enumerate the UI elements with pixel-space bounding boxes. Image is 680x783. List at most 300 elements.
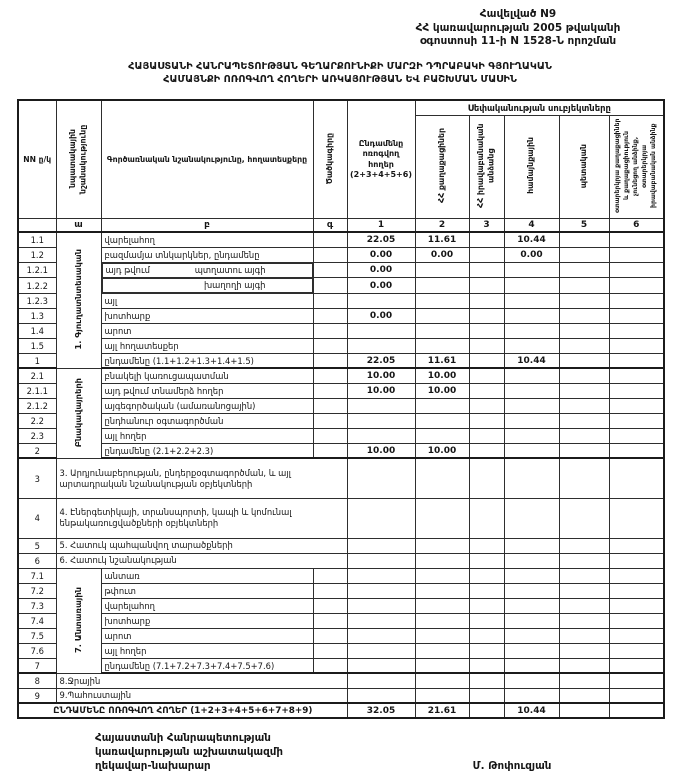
appendix-line2: ՀՀ կառավարության 2005 թվականի: [415, 21, 621, 34]
value-cell: [415, 398, 469, 413]
row-number: 1.2.2: [18, 278, 56, 294]
value-cell: [504, 553, 559, 568]
value-cell: [347, 598, 415, 613]
value-cell: [504, 323, 559, 338]
row-number: 9: [18, 688, 56, 703]
table-row: [18, 658, 664, 673]
value-cell: [559, 673, 609, 688]
table-row: [18, 553, 664, 568]
value-cell: [609, 443, 664, 458]
value-cell: [415, 583, 469, 598]
value-cell: [469, 673, 504, 688]
code-header-text: Ծածկագիրը: [324, 132, 334, 185]
table-row: [18, 458, 664, 498]
row-number: 8: [18, 673, 56, 688]
code-cell: [313, 262, 347, 278]
value-cell: [469, 568, 504, 583]
value-cell: [469, 443, 504, 458]
land-type-label: խոտհարք: [101, 613, 313, 628]
table-body: [18, 232, 664, 703]
land-type-label: վարելահող: [101, 232, 313, 247]
value-cell: [415, 538, 469, 553]
value-cell: [415, 428, 469, 443]
value-cell: [469, 338, 504, 353]
land-type-label: այլ: [101, 293, 313, 308]
value-cell: [559, 538, 609, 553]
land-type-label: այլ հողեր: [101, 643, 313, 658]
org-line1: Հայաստանի Հանրապետության: [95, 732, 271, 745]
value-cell: [559, 247, 609, 262]
value-cell: [347, 338, 415, 353]
value-cell: [347, 538, 415, 553]
value-cell: [559, 643, 609, 658]
foreign-header-text: օտարերկրյա քաղաքացիներ և քաղաքացիություն չունեցող անձինք, օտարերկրյա իրավաբանական անձինք: [613, 118, 657, 214]
table-row: [18, 368, 664, 383]
value-cell: 0.00: [347, 278, 415, 294]
value-cell: [504, 583, 559, 598]
value-cell: [469, 398, 504, 413]
row-number: 1.2: [18, 247, 56, 262]
value-cell: [609, 553, 664, 568]
value-cell: [559, 232, 609, 247]
value-cell: [504, 538, 559, 553]
value-cell: [347, 568, 415, 583]
value-cell: [559, 613, 609, 628]
column-letter: 3: [469, 218, 504, 232]
land-type-label: ընդամենը (1.1+1.2+1.3+1.4+1.5): [101, 353, 313, 368]
value-cell: [469, 368, 504, 383]
value-cell: [609, 498, 664, 538]
code-cell: [313, 247, 347, 262]
value-cell: [609, 688, 664, 703]
row-number: 1.5: [18, 338, 56, 353]
value-cell: [504, 338, 559, 353]
value-cell: [469, 293, 504, 308]
table-row: [18, 568, 664, 583]
row-number: 1.2.1: [18, 262, 56, 278]
code-cell: [313, 338, 347, 353]
code-cell: [313, 598, 347, 613]
grand-total-value: [469, 703, 504, 718]
value-cell: [559, 323, 609, 338]
land-type-label-right: խաղողի այգի: [203, 280, 266, 291]
value-cell: [609, 262, 664, 278]
value-cell: [469, 538, 504, 553]
land-type-label: վարելահող: [101, 598, 313, 613]
value-cell: 10.00: [347, 368, 415, 383]
value-cell: [469, 353, 504, 368]
community-header-text: համայնքային: [526, 137, 536, 195]
row-number: 2.3: [18, 428, 56, 443]
land-type-label: [102, 263, 313, 278]
value-cell: [559, 278, 609, 294]
value-cell: [347, 658, 415, 673]
value-cell: 10.44: [504, 232, 559, 247]
value-cell: [469, 232, 504, 247]
value-cell: [469, 613, 504, 628]
value-cell: [469, 498, 504, 538]
land-type-label: ընդհանուր օգտագործման: [101, 413, 313, 428]
row-number: 7.6: [18, 643, 56, 658]
value-cell: [504, 262, 559, 278]
value-cell: [609, 353, 664, 368]
value-cell: [347, 398, 415, 413]
land-type-label: խոտհարք: [101, 308, 313, 323]
section-label: 5. Հատուկ պահպանվող տարածքների: [56, 538, 347, 553]
irrigated-lands-table: [17, 99, 665, 719]
value-cell: 10.44: [504, 353, 559, 368]
value-cell: [504, 293, 559, 308]
row-number: 3: [18, 458, 56, 498]
value-cell: [559, 308, 609, 323]
value-cell: 22.05: [347, 353, 415, 368]
value-cell: [609, 293, 664, 308]
code-cell: [313, 443, 347, 458]
value-cell: [415, 458, 469, 498]
value-cell: [347, 413, 415, 428]
value-cell: [559, 383, 609, 398]
value-cell: [469, 458, 504, 498]
value-cell: [504, 458, 559, 498]
value-cell: [415, 568, 469, 583]
column-letter: ա: [56, 218, 101, 232]
value-cell: 0.00: [347, 262, 415, 278]
value-cell: [609, 323, 664, 338]
value-cell: [559, 658, 609, 673]
value-cell: [559, 262, 609, 278]
value-cell: [469, 598, 504, 613]
value-cell: [504, 673, 559, 688]
value-cell: [469, 643, 504, 658]
code-cell: [313, 613, 347, 628]
row-number: 2.1.2: [18, 398, 56, 413]
table-row: [18, 428, 664, 443]
row-number: 1.4: [18, 323, 56, 338]
row-number: 1: [18, 353, 56, 368]
row-number: 6: [18, 553, 56, 568]
value-cell: 11.61: [415, 232, 469, 247]
value-cell: 0.00: [347, 247, 415, 262]
value-cell: [609, 673, 664, 688]
value-cell: [559, 293, 609, 308]
code-cell: [313, 353, 347, 368]
row-number: 2.1.1: [18, 383, 56, 398]
value-cell: [415, 323, 469, 338]
table-row: [18, 583, 664, 598]
value-cell: [609, 613, 664, 628]
value-cell: [347, 293, 415, 308]
land-type-label: այդ թվում տնամերձ հողեր: [101, 383, 313, 398]
code-cell: [313, 323, 347, 338]
column-letter: 1: [347, 218, 415, 232]
value-cell: [415, 598, 469, 613]
value-cell: [559, 598, 609, 613]
section-label: 6. Հատուկ նշանակության: [56, 553, 347, 568]
value-cell: [347, 688, 415, 703]
land-type-label: [102, 278, 313, 293]
col-header-nn: NN ը/կ: [18, 100, 56, 218]
code-cell: [313, 568, 347, 583]
land-type-label: այլ հողեր: [101, 428, 313, 443]
value-cell: [609, 383, 664, 398]
value-cell: [469, 428, 504, 443]
column-letter: 2: [415, 218, 469, 232]
section-label: 3. Արդյունաբերության, ընդերքօգտագործման, և այլ արտադրական նշանակության օբյեկտների: [56, 458, 347, 498]
col-header-functional: Գործառնական նշանակությունը, հողատեսքերը: [101, 100, 313, 218]
row-number: 7: [18, 658, 56, 673]
code-cell: [313, 383, 347, 398]
table-row: [18, 323, 664, 338]
header-row-top: [18, 100, 664, 115]
value-cell: 10.00: [347, 443, 415, 458]
value-cell: [504, 443, 559, 458]
code-cell: [313, 308, 347, 323]
citizens-header-text: ՀՀ քաղաքացիներ: [436, 128, 446, 204]
row-number: 7.2: [18, 583, 56, 598]
code-cell: [313, 232, 347, 247]
code-cell: [313, 628, 347, 643]
value-cell: [609, 658, 664, 673]
value-cell: [504, 498, 559, 538]
value-cell: [504, 568, 559, 583]
value-cell: [469, 383, 504, 398]
row-number: 1.1: [18, 232, 56, 247]
row-number: 7.3: [18, 598, 56, 613]
value-cell: [347, 428, 415, 443]
title-line1: ՀԱՅԱՍՏԱՆԻ ՀԱՆՐԱՊԵՏՈՒԹՅԱՆ ԳԵՂԱՐՔՈՒՆԻՔԻ ՄԱՐԶԻ ԴՊՐԱԲԱԿԻ ԳՅՈՒՂԱԿԱՆ: [128, 60, 552, 72]
value-cell: [469, 583, 504, 598]
value-cell: [415, 553, 469, 568]
value-cell: [504, 278, 559, 294]
value-cell: [609, 338, 664, 353]
value-cell: 10.00: [415, 368, 469, 383]
code-cell: [313, 583, 347, 598]
page-title: [0, 60, 680, 86]
value-cell: [415, 613, 469, 628]
value-cell: [469, 658, 504, 673]
col-header-purpose: [56, 100, 101, 218]
group-cell: [56, 232, 101, 368]
col-header-total: Ընդամենը ոռոգվող հողեր (2+3+4+5+6): [347, 100, 415, 218]
value-cell: [559, 628, 609, 643]
col-header-community: [504, 115, 559, 218]
table-row: [18, 413, 664, 428]
value-cell: [347, 673, 415, 688]
grand-total-value: [609, 703, 664, 718]
group-label: 1. Գյուղատնտեսական: [72, 249, 83, 350]
group-cell: [56, 368, 101, 458]
code-cell: [313, 278, 347, 294]
table-row: [18, 443, 664, 458]
land-type-label-left: այդ թվում: [105, 265, 150, 276]
value-cell: [415, 688, 469, 703]
value-cell: [415, 643, 469, 658]
land-type-label: արոտ: [101, 628, 313, 643]
value-cell: [609, 278, 664, 294]
value-cell: [559, 583, 609, 598]
value-cell: [469, 628, 504, 643]
value-cell: [609, 568, 664, 583]
grand-total-value: [559, 703, 609, 718]
value-cell: [347, 458, 415, 498]
code-cell: [313, 398, 347, 413]
table-row: [18, 688, 664, 703]
value-cell: [609, 308, 664, 323]
value-cell: [504, 628, 559, 643]
table-row: [18, 643, 664, 658]
value-cell: [559, 338, 609, 353]
column-letter: բ: [101, 218, 313, 232]
value-cell: [504, 658, 559, 673]
value-cell: [415, 658, 469, 673]
value-cell: [609, 583, 664, 598]
code-cell: [313, 658, 347, 673]
col-header-state: [559, 115, 609, 218]
value-cell: [415, 498, 469, 538]
value-cell: [559, 568, 609, 583]
appendix-line3: օգոստոսի 11-ի N 1528-Ն որոշման: [419, 35, 617, 48]
value-cell: 22.05: [347, 232, 415, 247]
grand-total-value: 32.05: [347, 703, 415, 718]
table-row: [18, 383, 664, 398]
table-row: [18, 628, 664, 643]
value-cell: 10.00: [415, 443, 469, 458]
value-cell: [415, 308, 469, 323]
group-cell: [56, 568, 101, 673]
signature-name: Մ. Թոփուզյան: [472, 759, 552, 772]
table-row: [18, 232, 664, 247]
table-row: [18, 498, 664, 538]
row-number: 2.1: [18, 368, 56, 383]
value-cell: [415, 262, 469, 278]
title-line2: ՀԱՄԱՅՆՔԻ ՈՌՈԳՎՈՂ ՀՈՂԵՐԻ ԱՌԿԱՅՈՒԹՅԱՆ ԵՎ ԲԱՇԽՄԱՆ ՄԱՍԻՆ: [163, 74, 517, 86]
code-cell: [313, 428, 347, 443]
row-number: 2.2: [18, 413, 56, 428]
legal-entities-header-text: ՀՀ իրավաբանական անձանց: [475, 123, 496, 209]
row-number: 2: [18, 443, 56, 458]
table-row: [18, 247, 664, 262]
value-cell: [609, 598, 664, 613]
value-cell: [347, 553, 415, 568]
land-type-label: այլ հողատեսքեր: [101, 338, 313, 353]
value-cell: [609, 398, 664, 413]
row-number: 7.1: [18, 568, 56, 583]
value-cell: [504, 308, 559, 323]
land-type-label-right: պտղատու այգի: [194, 265, 266, 276]
value-cell: 10.00: [415, 383, 469, 398]
column-letter: 6: [609, 218, 664, 232]
value-cell: [347, 583, 415, 598]
row-number: 1.3: [18, 308, 56, 323]
value-cell: [415, 293, 469, 308]
value-cell: [469, 262, 504, 278]
column-letter: 4: [504, 218, 559, 232]
value-cell: [347, 628, 415, 643]
value-cell: [609, 538, 664, 553]
value-cell: [469, 308, 504, 323]
column-letter: գ: [313, 218, 347, 232]
value-cell: 0.00: [504, 247, 559, 262]
value-cell: [609, 368, 664, 383]
table-row: [18, 538, 664, 553]
value-cell: [415, 278, 469, 294]
grand-total-label: ԸՆԴԱՄԵՆԸ ՈՌՈԳՎՈՂ ՀՈՂԵՐ (1+2+3+4+5+6+7+8+9): [18, 703, 347, 718]
value-cell: [469, 323, 504, 338]
value-cell: [415, 413, 469, 428]
land-type-label: անտառ: [101, 568, 313, 583]
value-cell: [347, 323, 415, 338]
org-line2: կառավարության աշխատակազմի: [95, 745, 283, 758]
value-cell: [504, 428, 559, 443]
value-cell: [609, 628, 664, 643]
table-row: [18, 398, 664, 413]
value-cell: [415, 628, 469, 643]
value-cell: [559, 458, 609, 498]
group-label: Բնակավայրերի: [72, 377, 83, 447]
value-cell: [559, 553, 609, 568]
signature-block: [0, 732, 680, 773]
value-cell: [559, 368, 609, 383]
col-header-ownership: Սեփականության սուբյեկտները: [415, 100, 664, 115]
code-cell: [313, 368, 347, 383]
value-cell: [559, 398, 609, 413]
value-cell: [347, 643, 415, 658]
value-cell: [504, 398, 559, 413]
value-cell: [559, 498, 609, 538]
appendix-line1: Հավելված N9: [479, 8, 557, 20]
column-letter: [18, 218, 56, 232]
value-cell: [469, 413, 504, 428]
row-number: 7.5: [18, 628, 56, 643]
value-cell: 0.00: [415, 247, 469, 262]
table-row: [18, 673, 664, 688]
state-header-text: պետական: [578, 143, 588, 188]
code-cell: [313, 413, 347, 428]
value-cell: [559, 353, 609, 368]
col-header-citizens: [415, 115, 469, 218]
col-header-legal-entities: [469, 115, 504, 218]
value-cell: [469, 247, 504, 262]
value-cell: 11.61: [415, 353, 469, 368]
value-cell: [504, 643, 559, 658]
row-number: 5: [18, 538, 56, 553]
value-cell: [609, 643, 664, 658]
section-label: 8.Ջրային: [56, 673, 347, 688]
value-cell: [504, 413, 559, 428]
value-cell: [504, 688, 559, 703]
value-cell: [415, 673, 469, 688]
land-type-label: ընդամենը (7.1+7.2+7.3+7.4+7.5+7.6): [101, 658, 313, 673]
code-cell: [313, 643, 347, 658]
value-cell: [559, 413, 609, 428]
table-row: [18, 308, 664, 323]
value-cell: [469, 688, 504, 703]
value-cell: [609, 247, 664, 262]
col-header-code: [313, 100, 347, 218]
column-index-row: [18, 218, 664, 232]
land-type-label: այգեգործական (ամառանոցային): [101, 398, 313, 413]
table-row: [18, 598, 664, 613]
purpose-header-text: նպատակային նշանակությունը: [67, 123, 88, 194]
value-cell: [559, 443, 609, 458]
value-cell: 0.00: [347, 308, 415, 323]
value-cell: [559, 688, 609, 703]
value-cell: [609, 413, 664, 428]
value-cell: [469, 553, 504, 568]
value-cell: [469, 278, 504, 294]
row-number: 7.4: [18, 613, 56, 628]
value-cell: [609, 428, 664, 443]
